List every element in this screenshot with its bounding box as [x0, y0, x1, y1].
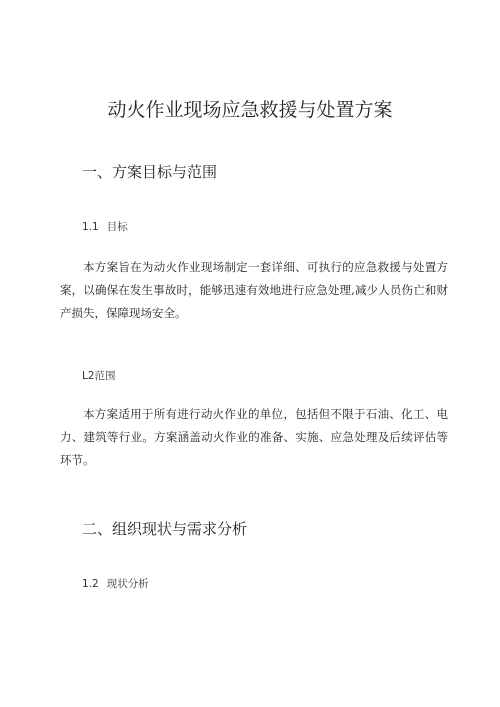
subsection-number: L2 — [82, 370, 95, 382]
paragraph-goal: 本方案旨在为动火作业现场制定一套详细、可执行的应急救援与处置方案，以确保在发生事故时，能够迅速有效地进行应急处理,减少人员伤亡和财产损失，保障现场安全。 — [60, 260, 448, 320]
subsection-label: 现状分析 — [106, 578, 149, 590]
subsection-number: 1.1 — [82, 221, 99, 233]
section-heading-goals-scope: 一、方案目标与范围 — [82, 163, 218, 181]
subsection-heading-status — [82, 576, 149, 592]
subsection-label: 目标 — [106, 221, 128, 233]
paragraph-scope: 本方案适用于所有进行动火作业的单位，包括但不限于石油、化工、电力、建筑等行业。方案涵盖动火作业的准备、实施、应急处理及后续评估等环节。 — [60, 407, 448, 467]
subsection-number: 1.2 — [82, 578, 99, 590]
section-heading-status-needs: 二、组织现状与需求分析 — [82, 520, 248, 538]
document-title: 动火作业现场应急救援与处置方案 — [107, 99, 393, 121]
subsection-heading-goal — [82, 219, 128, 235]
subsection-heading-scope — [82, 368, 116, 384]
subsection-label: 范围 — [94, 370, 116, 382]
